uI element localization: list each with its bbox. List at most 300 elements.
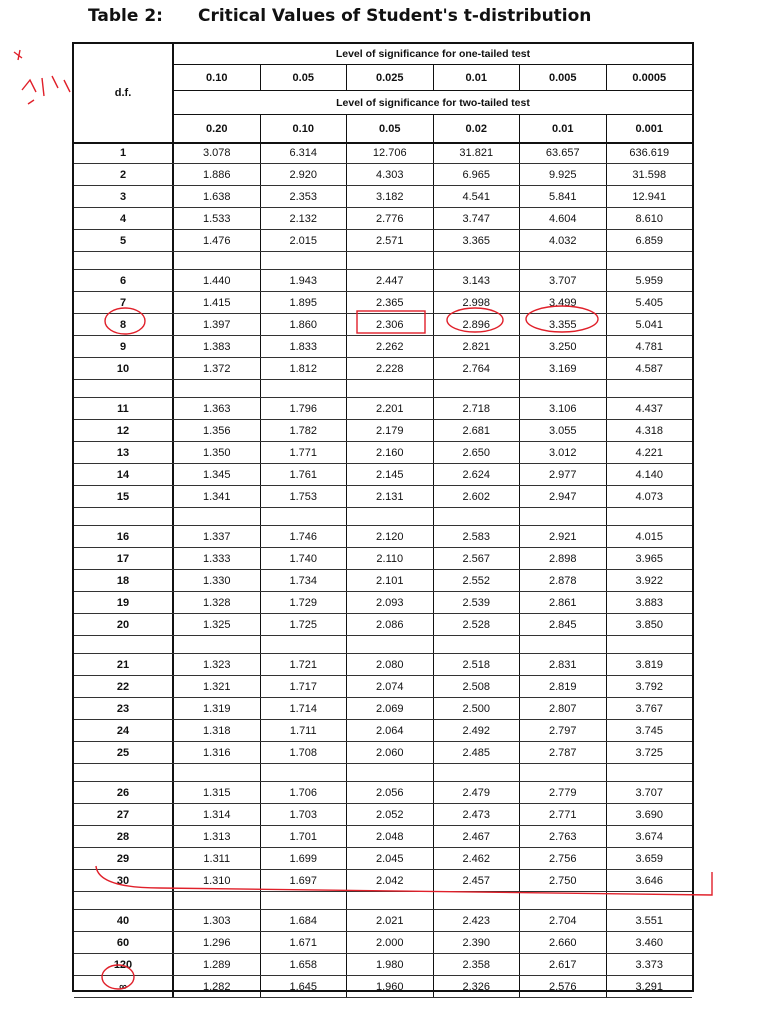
value-cell: 3.707 [635, 786, 664, 799]
value-cell: 2.131 [347, 486, 434, 507]
table-row [74, 336, 692, 358]
value-cell: 2.485 [434, 742, 521, 763]
table-row [74, 804, 692, 826]
value-cell: 3.355 [520, 314, 607, 335]
value-cell: 2.074 [347, 676, 434, 697]
df-cell: 22 [74, 676, 174, 697]
value-cell: 3.078 [174, 142, 261, 163]
value-cell: 1.330 [174, 570, 261, 591]
value-cell: 3.850 [635, 618, 664, 631]
one-tailed-level: 0.0005 [632, 71, 667, 84]
value-cell: 2.492 [434, 720, 521, 741]
value-cell: 2.479 [434, 782, 521, 803]
value-cell: 2.528 [434, 614, 521, 635]
value-cell: 2.947 [520, 486, 607, 507]
value-cell: 1.397 [174, 314, 261, 335]
value-cell: 1.318 [174, 720, 261, 741]
value-cell: 2.660 [520, 932, 607, 953]
table-row [74, 570, 692, 592]
value-cell: 1.383 [174, 336, 261, 357]
table-row [74, 698, 692, 720]
table-row [74, 398, 692, 420]
value-cell: 2.921 [520, 526, 607, 547]
value-cell: 2.358 [434, 954, 521, 975]
group-separator [74, 252, 692, 270]
one-tailed-level: 0.025 [347, 65, 434, 90]
df-cell: 23 [74, 698, 174, 719]
value-cell: 1.356 [174, 420, 261, 441]
group-separator [74, 764, 692, 782]
df-cell: 15 [74, 486, 174, 507]
value-cell: 1.725 [261, 614, 348, 635]
value-cell: 2.042 [347, 870, 434, 891]
value-cell: 1.708 [261, 742, 348, 763]
table-title: Critical Values of Student's t-distribution [198, 6, 592, 26]
value-cell: 1.717 [261, 676, 348, 697]
one-tailed-level: 0.10 [174, 65, 261, 90]
value-cell: 2.624 [434, 464, 521, 485]
value-cell: 636.619 [629, 146, 670, 159]
value-cell: 3.745 [635, 724, 664, 737]
value-cell: 2.807 [520, 698, 607, 719]
df-cell: 5 [74, 230, 174, 251]
value-cell: 2.000 [347, 932, 434, 953]
value-cell: 3.499 [520, 292, 607, 313]
table-row [74, 782, 692, 804]
value-cell: 2.080 [347, 654, 434, 675]
table-row [74, 742, 692, 764]
value-cell: 4.318 [635, 424, 664, 437]
value-cell: 2.160 [347, 442, 434, 463]
table-row [74, 270, 692, 292]
value-cell: 2.704 [520, 910, 607, 931]
value-cell: 2.756 [520, 848, 607, 869]
value-cell: 1.960 [347, 976, 434, 997]
value-cell: 1.314 [174, 804, 261, 825]
value-cell: 3.551 [635, 914, 664, 927]
value-cell: 2.326 [434, 976, 521, 997]
table-row [74, 358, 692, 380]
df-cell: 120 [74, 954, 174, 975]
value-cell: 3.182 [347, 186, 434, 207]
page-title [88, 6, 591, 26]
df-cell: 4 [74, 208, 174, 229]
df-cell: 17 [74, 548, 174, 569]
value-cell: 6.965 [434, 164, 521, 185]
value-cell: 3.725 [635, 746, 664, 759]
value-cell: 1.697 [261, 870, 348, 891]
value-cell: 1.323 [174, 654, 261, 675]
value-cell: 2.467 [434, 826, 521, 847]
df-cell: 13 [74, 442, 174, 463]
value-cell: 3.922 [635, 574, 664, 587]
value-cell: 3.106 [520, 398, 607, 419]
table-row [74, 292, 692, 314]
df-cell: 16 [74, 526, 174, 547]
value-cell: 2.132 [261, 208, 348, 229]
value-cell: 5.041 [635, 318, 664, 331]
value-cell: 1.796 [261, 398, 348, 419]
df-cell: ∞ [74, 976, 174, 997]
value-cell: 12.941 [632, 190, 667, 203]
value-cell: 1.833 [261, 336, 348, 357]
table-body [74, 142, 692, 993]
value-cell: 1.761 [261, 464, 348, 485]
one-tailed-level: 0.01 [434, 65, 521, 90]
value-cell: 2.262 [347, 336, 434, 357]
table-row [74, 486, 692, 508]
value-cell: 2.750 [520, 870, 607, 891]
value-cell: 2.179 [347, 420, 434, 441]
table-row [74, 954, 692, 976]
df-column-header: d.f. [74, 44, 174, 142]
group-separator [74, 892, 692, 910]
value-cell: 1.980 [347, 954, 434, 975]
value-cell: 3.012 [520, 442, 607, 463]
df-cell: 28 [74, 826, 174, 847]
value-cell: 2.353 [261, 186, 348, 207]
t-distribution-table [72, 42, 694, 992]
value-cell: 1.533 [174, 208, 261, 229]
value-cell: 2.681 [434, 420, 521, 441]
value-cell: 4.541 [434, 186, 521, 207]
value-cell: 1.886 [174, 164, 261, 185]
value-cell: 2.779 [520, 782, 607, 803]
two-tailed-level: 0.01 [520, 115, 607, 142]
value-cell: 6.859 [635, 234, 664, 247]
value-cell: 2.539 [434, 592, 521, 613]
value-cell: 2.831 [520, 654, 607, 675]
value-cell: 1.296 [174, 932, 261, 953]
value-cell: 1.943 [261, 270, 348, 291]
df-cell: 10 [74, 358, 174, 379]
value-cell: 2.060 [347, 742, 434, 763]
value-cell: 1.812 [261, 358, 348, 379]
value-cell: 2.015 [261, 230, 348, 251]
table-row [74, 548, 692, 570]
df-cell: 30 [74, 870, 174, 891]
value-cell: 1.440 [174, 270, 261, 291]
table-row [74, 720, 692, 742]
two-tailed-level: 0.20 [174, 115, 261, 142]
value-cell: 2.064 [347, 720, 434, 741]
value-cell: 2.228 [347, 358, 434, 379]
value-cell: 2.920 [261, 164, 348, 185]
value-cell: 1.415 [174, 292, 261, 313]
two-tailed-level: 0.10 [261, 115, 348, 142]
value-cell: 2.861 [520, 592, 607, 613]
df-cell: 3 [74, 186, 174, 207]
group-separator [74, 380, 692, 398]
value-cell: 1.350 [174, 442, 261, 463]
value-cell: 2.764 [434, 358, 521, 379]
value-cell: 12.706 [347, 142, 434, 163]
table-row [74, 314, 692, 336]
value-cell: 2.045 [347, 848, 434, 869]
value-cell: 1.701 [261, 826, 348, 847]
table-row [74, 420, 692, 442]
value-cell: 3.373 [635, 958, 664, 971]
table-row [74, 654, 692, 676]
value-cell: 2.845 [520, 614, 607, 635]
value-cell: 1.782 [261, 420, 348, 441]
df-cell: 9 [74, 336, 174, 357]
value-cell: 1.714 [261, 698, 348, 719]
value-cell: 6.314 [261, 142, 348, 163]
table-row [74, 464, 692, 486]
value-cell: 2.797 [520, 720, 607, 741]
df-cell: 26 [74, 782, 174, 803]
value-cell: 4.140 [635, 468, 664, 481]
value-cell: 1.895 [261, 292, 348, 313]
value-cell: 1.372 [174, 358, 261, 379]
table-row [74, 848, 692, 870]
value-cell: 1.699 [261, 848, 348, 869]
value-cell: 2.771 [520, 804, 607, 825]
value-cell: 2.462 [434, 848, 521, 869]
value-cell: 1.311 [174, 848, 261, 869]
table-row [74, 932, 692, 954]
value-cell: 63.657 [520, 142, 607, 163]
df-cell: 60 [74, 932, 174, 953]
ink-scribble [14, 50, 22, 60]
value-cell: 1.321 [174, 676, 261, 697]
value-cell: 2.473 [434, 804, 521, 825]
df-cell: 7 [74, 292, 174, 313]
value-cell: 2.583 [434, 526, 521, 547]
value-cell: 1.740 [261, 548, 348, 569]
df-cell: 21 [74, 654, 174, 675]
table-row [74, 142, 692, 164]
value-cell: 3.767 [635, 702, 664, 715]
value-cell: 1.316 [174, 742, 261, 763]
value-cell: 4.781 [635, 340, 664, 353]
table-header [74, 44, 692, 144]
value-cell: 2.201 [347, 398, 434, 419]
value-cell: 2.602 [434, 486, 521, 507]
value-cell: 2.718 [434, 398, 521, 419]
value-cell: 4.032 [520, 230, 607, 251]
value-cell: 3.883 [635, 596, 664, 609]
value-cell: 1.315 [174, 782, 261, 803]
df-cell: 12 [74, 420, 174, 441]
value-cell: 2.763 [520, 826, 607, 847]
value-cell: 1.771 [261, 442, 348, 463]
value-cell: 3.690 [635, 808, 664, 821]
table-row [74, 230, 692, 252]
table-row [74, 976, 692, 998]
value-cell: 2.056 [347, 782, 434, 803]
value-cell: 2.552 [434, 570, 521, 591]
value-cell: 2.567 [434, 548, 521, 569]
value-cell: 2.145 [347, 464, 434, 485]
value-cell: 2.086 [347, 614, 434, 635]
value-cell: 3.365 [434, 230, 521, 251]
value-cell: 1.303 [174, 910, 261, 931]
value-cell: 2.898 [520, 548, 607, 569]
value-cell: 4.303 [347, 164, 434, 185]
value-cell: 1.341 [174, 486, 261, 507]
df-cell: 27 [74, 804, 174, 825]
value-cell: 2.998 [434, 292, 521, 313]
value-cell: 2.447 [347, 270, 434, 291]
one-tailed-caption: Level of significance for one-tailed test [335, 48, 531, 60]
df-cell: 29 [74, 848, 174, 869]
table-row [74, 186, 692, 208]
value-cell: 3.965 [635, 552, 664, 565]
value-cell: 9.925 [520, 164, 607, 185]
table-row [74, 614, 692, 636]
group-separator [74, 636, 692, 654]
value-cell: 8.610 [635, 212, 664, 225]
value-cell: 1.476 [174, 230, 261, 251]
value-cell: 2.787 [520, 742, 607, 763]
table-row [74, 592, 692, 614]
value-cell: 4.437 [635, 402, 664, 415]
value-cell: 4.604 [520, 208, 607, 229]
value-cell: 2.052 [347, 804, 434, 825]
value-cell: 4.221 [635, 446, 664, 459]
value-cell: 2.571 [347, 230, 434, 251]
two-tailed-level: 0.05 [347, 115, 434, 142]
df-cell: 25 [74, 742, 174, 763]
value-cell: 4.015 [635, 530, 664, 543]
one-tailed-level: 0.05 [261, 65, 348, 90]
value-cell: 2.518 [434, 654, 521, 675]
value-cell: 1.313 [174, 826, 261, 847]
df-cell: 2 [74, 164, 174, 185]
value-cell: 2.306 [347, 314, 434, 335]
value-cell: 2.457 [434, 870, 521, 891]
table-row [74, 676, 692, 698]
value-cell: 2.821 [434, 336, 521, 357]
value-cell: 3.646 [635, 874, 664, 887]
value-cell: 2.819 [520, 676, 607, 697]
value-cell: 1.753 [261, 486, 348, 507]
value-cell: 1.645 [261, 976, 348, 997]
two-tailed-levels [174, 114, 692, 142]
value-cell: 5.405 [635, 296, 664, 309]
value-cell: 5.959 [635, 274, 664, 287]
value-cell: 2.390 [434, 932, 521, 953]
value-cell: 1.706 [261, 782, 348, 803]
value-cell: 1.333 [174, 548, 261, 569]
df-cell: 24 [74, 720, 174, 741]
table-row [74, 910, 692, 932]
value-cell: 1.684 [261, 910, 348, 931]
value-cell: 2.977 [520, 464, 607, 485]
value-cell: 1.729 [261, 592, 348, 613]
df-cell: 8 [74, 314, 174, 335]
value-cell: 2.093 [347, 592, 434, 613]
value-cell: 1.363 [174, 398, 261, 419]
table-number: Table 2: [88, 6, 163, 26]
table-row [74, 870, 692, 892]
df-cell: 1 [74, 142, 174, 163]
value-cell: 31.821 [434, 142, 521, 163]
value-cell: 2.776 [347, 208, 434, 229]
df-cell: 14 [74, 464, 174, 485]
value-cell: 1.711 [261, 720, 348, 741]
table-row [74, 442, 692, 464]
value-cell: 31.598 [632, 168, 667, 181]
value-cell: 3.674 [635, 830, 664, 843]
value-cell: 3.169 [520, 358, 607, 379]
value-cell: 4.073 [635, 490, 664, 503]
value-cell: 3.659 [635, 852, 664, 865]
df-cell: 40 [74, 910, 174, 931]
value-cell: 1.337 [174, 526, 261, 547]
value-cell: 1.282 [174, 976, 261, 997]
value-cell: 5.841 [520, 186, 607, 207]
value-cell: 2.617 [520, 954, 607, 975]
value-cell: 1.638 [174, 186, 261, 207]
df-cell: 11 [74, 398, 174, 419]
table-row [74, 826, 692, 848]
value-cell: 3.143 [434, 270, 521, 291]
value-cell: 1.319 [174, 698, 261, 719]
value-cell: 3.819 [635, 658, 664, 671]
one-tailed-level: 0.005 [520, 65, 607, 90]
value-cell: 2.048 [347, 826, 434, 847]
table-row [74, 208, 692, 230]
value-cell: 2.576 [520, 976, 607, 997]
value-cell: 2.878 [520, 570, 607, 591]
value-cell: 3.747 [434, 208, 521, 229]
value-cell: 3.055 [520, 420, 607, 441]
value-cell: 3.291 [635, 980, 664, 993]
value-cell: 1.325 [174, 614, 261, 635]
value-cell: 3.792 [635, 680, 664, 693]
value-cell: 1.658 [261, 954, 348, 975]
one-tailed-levels [174, 64, 692, 90]
value-cell: 2.069 [347, 698, 434, 719]
ink-scribble [22, 76, 70, 104]
value-cell: 2.650 [434, 442, 521, 463]
value-cell: 2.120 [347, 526, 434, 547]
two-tailed-caption: Level of significance for two-tailed test [174, 90, 692, 114]
value-cell: 2.423 [434, 910, 521, 931]
table-row [74, 526, 692, 548]
value-cell: 1.345 [174, 464, 261, 485]
value-cell: 2.896 [434, 314, 521, 335]
table-row [74, 164, 692, 186]
value-cell: 1.671 [261, 932, 348, 953]
value-cell: 1.734 [261, 570, 348, 591]
value-cell: 1.310 [174, 870, 261, 891]
df-cell: 20 [74, 614, 174, 635]
df-cell: 18 [74, 570, 174, 591]
value-cell: 2.101 [347, 570, 434, 591]
df-cell: 6 [74, 270, 174, 291]
value-cell: 1.746 [261, 526, 348, 547]
value-cell: 3.707 [520, 270, 607, 291]
value-cell: 2.110 [347, 548, 434, 569]
value-cell: 1.328 [174, 592, 261, 613]
value-cell: 1.703 [261, 804, 348, 825]
value-cell: 4.587 [635, 362, 664, 375]
value-cell: 3.460 [635, 936, 664, 949]
two-tailed-level: 0.02 [434, 115, 521, 142]
value-cell: 1.289 [174, 954, 261, 975]
group-separator [74, 508, 692, 526]
value-cell: 2.021 [347, 910, 434, 931]
value-cell: 2.365 [347, 292, 434, 313]
value-cell: 3.250 [520, 336, 607, 357]
value-cell: 2.500 [434, 698, 521, 719]
value-cell: 2.508 [434, 676, 521, 697]
two-tailed-level: 0.001 [635, 122, 664, 135]
